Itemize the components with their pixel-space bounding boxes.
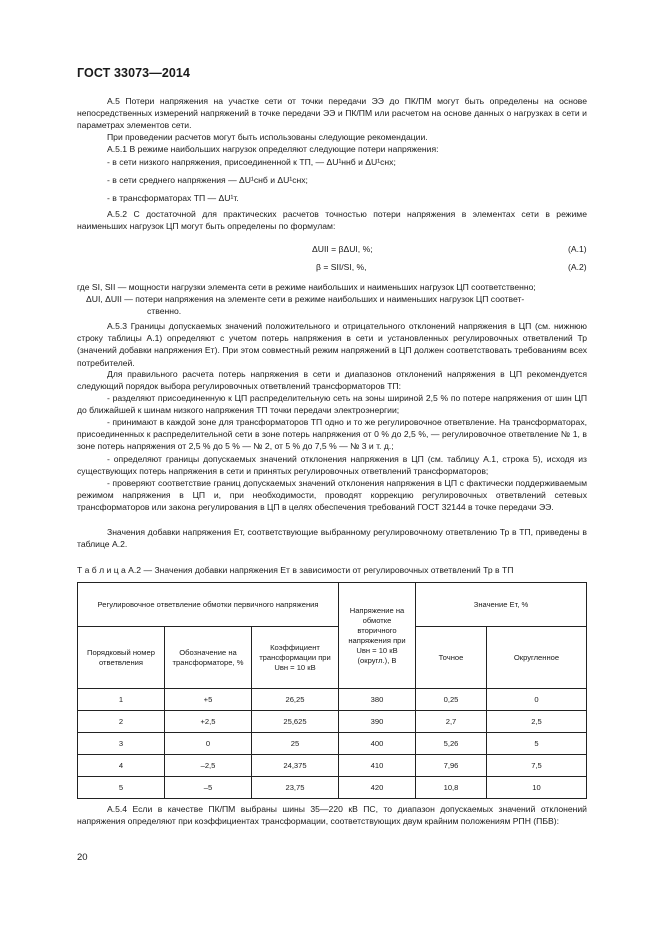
cell-ratio: 25,625 [252, 711, 339, 733]
cell-tap-number: 2 [78, 711, 165, 733]
cell-designation: +5 [165, 689, 252, 711]
cell-voltage: 410 [339, 755, 416, 777]
cell-voltage: 420 [339, 777, 416, 799]
cell-designation: +2,5 [165, 711, 252, 733]
cell-ratio: 24,375 [252, 755, 339, 777]
cell-voltage: 380 [339, 689, 416, 711]
cell-tap-number: 3 [78, 733, 165, 755]
cell-tap-number: 1 [78, 689, 165, 711]
paragraph-a5: А.5 Потери напряжения на участке сети от точки передачи ЭЭ до ПК/ПМ могут быть определены на основе непосредственных измерений напряжений в точке передачи ЭЭ и ПК/ПМ или расчетом на основе данных о нагрузках в сети и параметрах элементов сети. [77, 96, 587, 131]
paragraph-recommendations: При проведении расчетов могут быть использованы следующие рекомендации. [107, 132, 428, 142]
cell-rounded: 2,5 [487, 711, 587, 733]
cell-ratio: 25 [252, 733, 339, 755]
list-item-medium-voltage: - в сети среднего напряжения — ΔU¹снб и ΔU¹снх; [107, 175, 308, 185]
cell-exact: 2,7 [416, 711, 487, 733]
header-ratio: Коэффициент трансформации при Uвн = 10 кВ [252, 627, 339, 689]
table-row [78, 777, 587, 799]
formula-a1-number: (А.1) [568, 244, 587, 254]
cell-tap-number: 4 [78, 755, 165, 777]
list-item-transformers: - в трансформаторах ТП — ΔU¹т. [107, 193, 239, 203]
formula-a2: β = SII/SI, %, [316, 262, 367, 272]
paragraph-a54: А.5.4 Если в качестве ПК/ПМ выбраны шины 35—220 кВ ПС, то диапазон допускаемых значений отклонений напряжения определяют при коэффициентах трансформации, соответствующих двум крайним положениям РПН (ПБВ): [77, 804, 587, 827]
table-row [78, 711, 587, 733]
paragraph-correct-calculation: Для правильного расчета потерь напряжения в сети и диапазонов отклонений напряжения в ЦП рекомендуется следующий порядок выбора регулировочных ответвлений трансформаторов ТП: [77, 369, 587, 392]
list-item-low-voltage: - в сети низкого напряжения, присоединенной к ТП, — ΔU¹ннб и ΔU¹снх; [107, 157, 396, 167]
header-tap-group: Регулировочное ответвление обмотки первичного напряжения [78, 583, 339, 627]
cell-tap-number: 5 [78, 777, 165, 799]
where-power: где SI, SII — мощности нагрузки элемента сети в режиме наибольших и наименьших нагрузок ЦП соответственно; [77, 282, 536, 292]
bullet-boundaries: - определяют границы допускаемых значений отклонения напряжения в ЦП (см. таблицу А.1, строка 5), исходя из существующих потерь напряжения в сети и принятых регулировочных ответвлений трансформаторов; [77, 454, 587, 477]
header-rounded: Округленное [487, 627, 587, 689]
header-value: Значение Eт, % [416, 583, 587, 627]
cell-voltage: 400 [339, 733, 416, 755]
cell-ratio: 26,25 [252, 689, 339, 711]
cell-designation: –5 [165, 777, 252, 799]
table-caption: Т а б л и ц а А.2 — Значения добавки напряжения Eт в зависимости от регулировочных ответвлений Тр в ТП [77, 565, 514, 575]
paragraph-values: Значения добавки напряжения Eт, соответствующие выбранному регулировочному ответвлению Тр в ТП, приведены в таблице А.2. [77, 527, 587, 550]
cell-voltage: 390 [339, 711, 416, 733]
page-number: 20 [77, 852, 88, 863]
paragraph-a51: А.5.1 В режиме наибольших нагрузок определяют следующие потери напряжения: [107, 144, 439, 154]
cell-exact: 10,8 [416, 777, 487, 799]
formula-a1: ΔUII = βΔUI, %; [312, 244, 373, 254]
cell-designation: 0 [165, 733, 252, 755]
paragraph-a53: А.5.3 Границы допускаемых значений положительного и отрицательного отклонений напряжения в ЦП (см. нижнюю строку таблицы А.1) определяют с учетом потерь напряжения в сети и установленных регулировочных ответвлений Тр (значений добавки напряжения Eт). При этом совместный режим напряжений в ЦП должен соответствовать требованиям всех потребителей. [77, 321, 587, 368]
table-a2 [77, 582, 587, 799]
paragraph-a52: А.5.2 С достаточной для практических расчетов точностью потери напряжения в элементах сети в режиме наименьших нагрузок ЦП могут быть определены по формулам: [77, 209, 587, 232]
cell-rounded: 0 [487, 689, 587, 711]
table-row [78, 689, 587, 711]
cell-designation: –2,5 [165, 755, 252, 777]
bullet-check: - проверяют соответствие границ допускаемых значений отклонения напряжения в ЦП с фактически поддерживаемым режимом напряжения в ЦП и, при необходимости, проводят коррекцию регулировочных ответвлений сетевых трансформаторов или закона регулирования в ЦП в целях обеспечения требований ГОСТ 32144 в точке передачи ЭЭ. [77, 478, 587, 513]
document-header: ГОСТ 33073—2014 [77, 66, 191, 80]
where-losses-cont: ственно. [147, 306, 182, 316]
cell-rounded: 7,5 [487, 755, 587, 777]
header-exact: Точное [416, 627, 487, 689]
bullet-zones: - разделяют присоединенную к ЦП распределительную сеть на зоны шириной 2,5 % по потере напряжения от шин ЦП до ближайшей к шинам низкого напряжения ТП точки передачи электроэнергии; [77, 393, 587, 416]
cell-exact: 0,25 [416, 689, 487, 711]
cell-rounded: 5 [487, 733, 587, 755]
cell-rounded: 10 [487, 777, 587, 799]
cell-exact: 7,96 [416, 755, 487, 777]
header-secondary-voltage: Напряжение на обмотке вторичного напряжения при Uвн = 10 кВ (округл.), В [339, 583, 416, 689]
header-designation: Обозначение на трансформаторе, % [165, 627, 252, 689]
cell-ratio: 23,75 [252, 777, 339, 799]
table-row [78, 733, 587, 755]
header-tap-number: Порядковый номер ответвления [78, 627, 165, 689]
formula-a2-number: (А.2) [568, 262, 587, 272]
table-row [78, 755, 587, 777]
cell-exact: 5,26 [416, 733, 487, 755]
bullet-taps: - принимают в каждой зоне для трансформаторов ТП одно и то же регулировочное ответвление. На трансформаторах, присоединенных к распределительной сети в зоне потерь напряжения от 0 % до 2,5 %, — регулировочное ответвление № 1, в зоне потерь напряжения от 2,5 % до 5 % — № 2, от 5 % до 7,5 % — № 3 и т. д.; [77, 417, 587, 452]
where-losses: ΔUI, ΔUII — потери напряжения на элементе сети в режиме наибольших и наименьших нагрузок ЦП соответ- [86, 294, 525, 304]
